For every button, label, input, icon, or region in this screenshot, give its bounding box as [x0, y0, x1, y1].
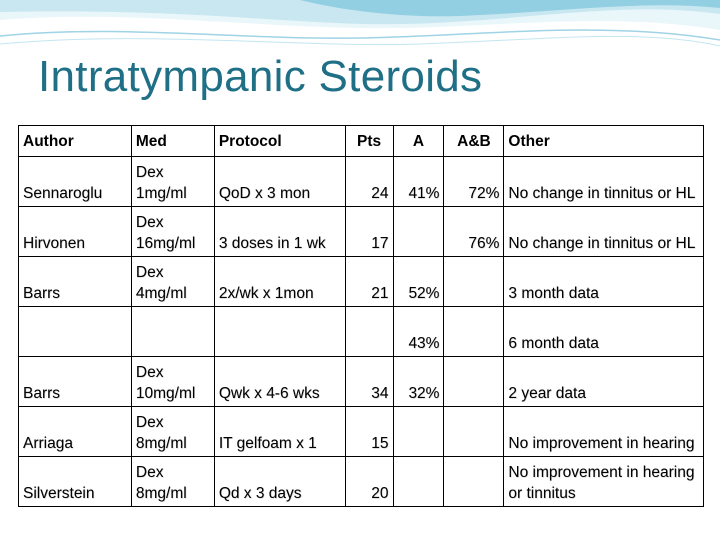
cell-a-and-b — [444, 307, 504, 357]
cell-med: Dex 4mg/ml — [131, 257, 214, 307]
header-a: A — [393, 126, 444, 157]
cell-med: Dex 8mg/ml — [131, 407, 214, 457]
cell-other: 3 month data — [504, 257, 704, 307]
header-a-and-b: A&B — [444, 126, 504, 157]
cell-protocol: QoD x 3 mon — [214, 157, 345, 207]
table-row — [19, 257, 704, 307]
table-row — [19, 407, 704, 457]
cell-other: No change in tinnitus or HL — [504, 207, 704, 257]
table-row — [19, 207, 704, 257]
header-med: Med — [131, 126, 214, 157]
header-other: Other — [504, 126, 704, 157]
cell-a — [393, 457, 444, 507]
cell-med: Dex 8mg/ml — [131, 457, 214, 507]
table-row — [19, 307, 704, 357]
cell-med: Dex 1mg/ml — [131, 157, 214, 207]
header-pts: Pts — [345, 126, 393, 157]
cell-a-and-b — [444, 257, 504, 307]
cell-author — [19, 307, 132, 357]
slide-title: Intratympanic Steroids — [38, 52, 483, 101]
table-row — [19, 457, 704, 507]
cell-a-and-b — [444, 407, 504, 457]
cell-protocol: Qd x 3 days — [214, 457, 345, 507]
cell-protocol: 2x/wk x 1mon — [214, 257, 345, 307]
cell-author: Silverstein — [19, 457, 132, 507]
steroids-table — [18, 125, 704, 507]
cell-med: Dex 10mg/ml — [131, 357, 214, 407]
cell-a — [393, 207, 444, 257]
cell-a-and-b: 72% — [444, 157, 504, 207]
cell-protocol: 3 doses in 1 wk — [214, 207, 345, 257]
cell-pts: 24 — [345, 157, 393, 207]
cell-protocol: IT gelfoam x 1 — [214, 407, 345, 457]
table-row — [19, 357, 704, 407]
cell-a: 32% — [393, 357, 444, 407]
cell-a — [393, 407, 444, 457]
cell-other: No improvement in hearing — [504, 407, 704, 457]
cell-med: Dex 16mg/ml — [131, 207, 214, 257]
table-row — [19, 157, 704, 207]
cell-other: 6 month data — [504, 307, 704, 357]
table-header-row — [19, 126, 704, 157]
cell-a-and-b: 76% — [444, 207, 504, 257]
cell-other: 2 year data — [504, 357, 704, 407]
cell-a: 43% — [393, 307, 444, 357]
cell-a: 52% — [393, 257, 444, 307]
header-protocol: Protocol — [214, 126, 345, 157]
cell-pts: 34 — [345, 357, 393, 407]
cell-other: No change in tinnitus or HL — [504, 157, 704, 207]
cell-author: Barrs — [19, 357, 132, 407]
cell-a-and-b — [444, 357, 504, 407]
cell-med — [131, 307, 214, 357]
cell-pts: 20 — [345, 457, 393, 507]
cell-pts: 21 — [345, 257, 393, 307]
cell-protocol: Qwk x 4-6 wks — [214, 357, 345, 407]
cell-a: 41% — [393, 157, 444, 207]
cell-a-and-b — [444, 457, 504, 507]
cell-author: Arriaga — [19, 407, 132, 457]
cell-author: Barrs — [19, 257, 132, 307]
cell-pts: 15 — [345, 407, 393, 457]
header-author: Author — [19, 126, 132, 157]
cell-other: No improvement in hearing or tinnitus — [504, 457, 704, 507]
cell-author: Hirvonen — [19, 207, 132, 257]
cell-protocol — [214, 307, 345, 357]
cell-author: Sennaroglu — [19, 157, 132, 207]
cell-pts: 17 — [345, 207, 393, 257]
cell-pts — [345, 307, 393, 357]
